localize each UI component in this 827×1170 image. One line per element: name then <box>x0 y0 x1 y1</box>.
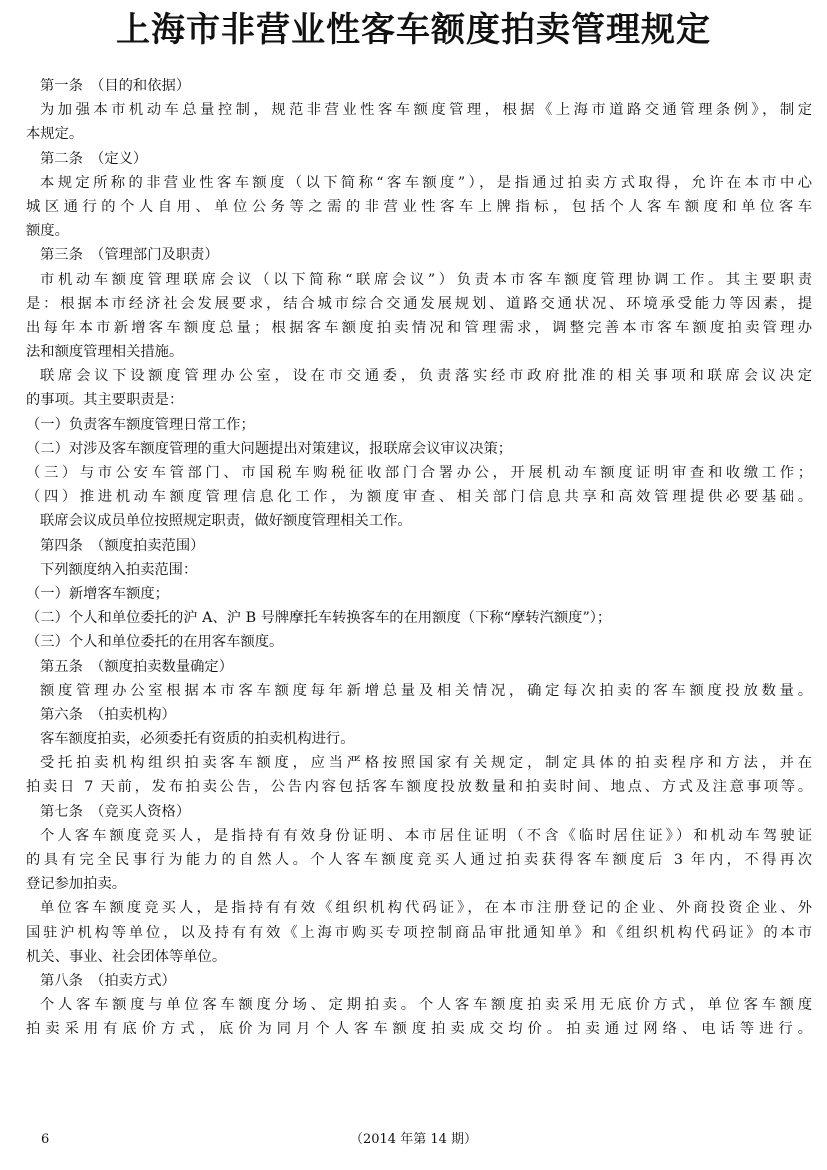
article-heading: 第二条 （定义） <box>40 150 148 167</box>
text-line: 下列额度纳入拍卖范围： <box>40 561 198 578</box>
text-line: （一）负责客车额度管理日常工作； <box>26 416 255 433</box>
text-line: 法和额度管理相关措施。 <box>26 344 184 361</box>
article-heading: 第七条 （竞买人资格） <box>40 803 191 820</box>
text-line: （二）个人和单位委托的沪 A、沪 B 号牌摩托车转换客车的在用额度（下称“摩转汽额度”）； <box>26 610 612 627</box>
article-heading: 第五条 （额度拍卖数量确定） <box>40 658 234 675</box>
page-number: 6 <box>41 1132 50 1147</box>
text-line: 个人客车额度与单位客车额度分场、定期拍卖。个人客车额度拍卖采用无底价方式，单位客车额度 <box>40 997 812 1014</box>
text-line: 受托拍卖机构组织拍卖客车额度，应当严格按照国家有关规定，制定具体的拍卖程序和方法，并在 <box>40 755 812 772</box>
article-heading: 第三条 （管理部门及职责） <box>40 247 219 264</box>
text-line: 额度。 <box>26 223 69 240</box>
text-line: 个人客车额度竞买人，是指持有有效身份证明、本市居住证明（不含《临时居住证》）和机动车驾驶证 <box>40 827 812 844</box>
page-footer <box>0 1129 827 1151</box>
text-line: 本规定所称的非营业性客车额度（以下简称“客车额度”），是指通过拍卖方式取得，允许在本市中心 <box>40 174 812 191</box>
page-title: 上海市非营业性客车额度拍卖管理规定 <box>116 10 711 50</box>
text-line: 城区通行的个人自用、单位公务等之需的非营业性客车上牌指标，包括个人客车额度和单位客车 <box>26 198 812 215</box>
text-line: 登记参加拍卖。 <box>26 876 127 893</box>
text-line: 客车额度拍卖，必须委托有资质的拍卖机构进行。 <box>40 731 355 748</box>
text-line: 本规定。 <box>26 126 84 143</box>
text-line: 的具有完全民事行为能力的自然人。个人客车额度竞买人通过拍卖获得客车额度后 3 年内，不得再次 <box>26 852 812 868</box>
text-line: （四）推进机动车额度管理信息化工作，为额度审查、相关部门信息共享和高效管理提供必要基础。 <box>26 489 812 506</box>
text-line: （二）对涉及客车额度管理的重大问题提出对策建议，报联席会议审议决策； <box>26 440 513 457</box>
text-line: 出每年本市新增客车额度总量；根据客车额度拍卖情况和管理需求，调整完善本市客车额度拍卖管理办 <box>26 319 812 336</box>
text-line: 市机动车额度管理联席会议（以下简称“联席会议”）负责本市客车额度管理协调工作。其主要职责 <box>40 271 812 288</box>
text-line: 额度管理办公室根据本市客车额度每年新增总量及相关情况，确定每次拍卖的客车额度投放数量。 <box>40 682 812 699</box>
text-line: 联席会议下设额度管理办公室，设在市交通委，负责落实经市政府批准的相关事项和联席会议决定 <box>40 368 812 385</box>
text-line: （三）与市公安车管部门、市国税车购税征收部门合署办公，开展机动车额度证明审查和收缴工作； <box>26 465 812 481</box>
article-heading: 第八条 （拍卖方式） <box>40 972 176 989</box>
text-line: 是：根据本市经济社会发展要求，结合城市综合交通发展规划、道路交通状况、环境承受能力等因素，提 <box>26 295 812 312</box>
article-heading: 第四条 （额度拍卖范围） <box>40 537 205 554</box>
text-line: 的事项。其主要职责是： <box>26 392 184 409</box>
text-line: 单位客车额度竞买人，是指持有有效《组织机构代码证》，在本市注册登记的企业、外商投资企业、外 <box>40 900 812 917</box>
text-line: 联席会议成员单位按照规定职责，做好额度管理相关工作。 <box>40 513 412 530</box>
text-line: 为加强本市机动车总量控制，规范非营业性客车额度管理，根据《上海市道路交通管理条例》，制定 <box>40 102 812 119</box>
document-body <box>26 74 812 1042</box>
text-line: 拍卖日 7 天前，发布拍卖公告，公告内容包括客车额度投放数量和拍卖时间、地点、方式及注意事项等。 <box>26 779 812 796</box>
text-line: 机关、事业、社会团体等单位。 <box>26 948 227 965</box>
article-heading: 第一条 （目的和依据） <box>40 78 191 94</box>
text-line: 国驻沪机构等单位，以及持有有效《上海市购买专项控制商品审批通知单》和《组织机构代码证》的本市 <box>26 924 812 941</box>
text-line: （三）个人和单位委托的在用客车额度。 <box>26 634 284 651</box>
text-line: （一）新增客车额度； <box>26 585 169 602</box>
article-heading: 第六条 （拍卖机构） <box>40 706 176 723</box>
text-line: 拍卖采用有底价方式，底价为同月个人客车额度拍卖成交均价。拍卖通过网络、电话等进行。 <box>26 1021 812 1038</box>
issue-label: （2014 年第 14 期） <box>349 1132 478 1147</box>
